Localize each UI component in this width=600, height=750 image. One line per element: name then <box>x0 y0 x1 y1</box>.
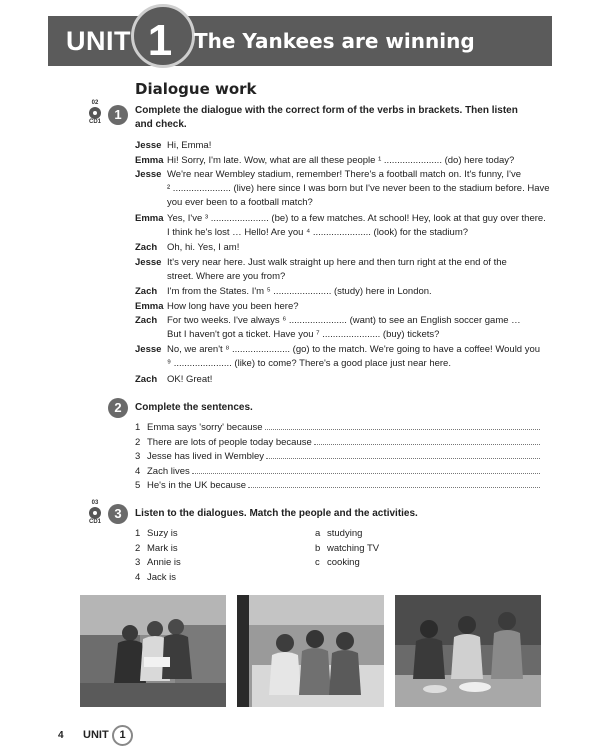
dialogue-line: Hi, Emma! <box>167 140 212 151</box>
match-person[interactable] <box>135 543 178 554</box>
speaker-name: Zach <box>135 242 158 254</box>
sentence-number: 1 <box>135 422 141 433</box>
match-person[interactable] <box>135 557 181 568</box>
match-person[interactable] <box>135 528 178 539</box>
match-activity-text: studying <box>327 528 363 539</box>
match-number: 3 <box>135 557 141 568</box>
exercise-instruction: Listen to the dialogues. Match the people and the activities. <box>135 508 418 519</box>
sentence-item <box>135 422 540 433</box>
exercise-instruction: Complete the dialogue with the correct form of the verbs in brackets. Then listen and check. <box>135 105 518 130</box>
speaker-name: Jesse <box>135 140 162 151</box>
speaker-name: Zach <box>135 315 158 327</box>
dialogue-line: No, we aren't ⁸ ...................... (go) to the match. We're going to have a coffee! Would you <box>167 344 541 356</box>
match-person-text: Suzy is <box>147 528 178 539</box>
sentence-item <box>135 451 540 462</box>
section-title: Dialogue work <box>135 80 257 98</box>
match-number: 1 <box>135 528 141 539</box>
dialogue-line: ⁹ ...................... (like) to come? There's a good place just near here. <box>167 358 451 370</box>
sentence-item <box>135 480 540 491</box>
exercise-number-badge: 1 <box>108 105 128 125</box>
dialogue-line: But I haven't got a ticket. Have you ⁷ ...................... (buy) tickets? <box>167 329 440 341</box>
photo-friends-watching-tv <box>237 595 384 707</box>
photo-friends-studying <box>80 595 226 707</box>
match-activity-text: cooking <box>327 557 360 568</box>
match-number: 4 <box>135 571 141 583</box>
match-activity-text: watching TV <box>327 542 380 554</box>
dialogue-line: It's very near here. Just walk straight up here and then turn right at the end of the <box>167 256 507 268</box>
sentence-text: Emma says 'sorry' because <box>147 422 263 433</box>
footer-unit-label: UNIT <box>83 729 109 741</box>
sentence-text: There are lots of people today because <box>147 436 312 448</box>
cd-label: CD1 <box>88 519 101 525</box>
match-number: 2 <box>135 542 141 554</box>
dialogue-line: Hi! Sorry, I'm late. Wow, what are all these people ¹ ...................... (do) here today? <box>167 154 515 166</box>
match-activity[interactable] <box>315 557 360 568</box>
sentence-text: He's in the UK because <box>147 480 246 491</box>
answer-line[interactable] <box>314 437 540 445</box>
dialogue-line: For two weeks. I've always ⁶ ...................... (want) to see an English soccer game … <box>167 315 521 327</box>
unit-number: 1 <box>147 16 173 65</box>
sentence-number: 4 <box>135 465 141 477</box>
dialogue-line: you ever been to a football match? <box>167 197 313 209</box>
match-person[interactable] <box>135 572 176 583</box>
match-letter: b <box>315 542 321 554</box>
match-person-text: Jack is <box>147 571 177 583</box>
sentence-number: 2 <box>135 436 141 448</box>
unit-title: The Yankees are winning <box>194 29 475 53</box>
dialogue-line: I'm from the States. I'm ⁵ ...................... (study) here in London. <box>167 286 432 297</box>
speaker-name: Jesse <box>135 344 162 356</box>
dialogue-line: How long have you been here? <box>167 300 299 312</box>
exercise-number-badge: 2 <box>108 398 128 418</box>
speaker-name: Jesse <box>135 169 162 181</box>
speaker-name: Emma <box>135 300 164 312</box>
answer-line[interactable] <box>266 451 540 459</box>
page-number: 4 <box>58 730 64 741</box>
sentence-item <box>135 437 540 448</box>
match-letter: a <box>315 528 321 539</box>
match-letter: c <box>315 557 320 568</box>
dialogue-line: I think he's lost … Hello! Are you ⁴ ...................... (look) for the stadium? <box>167 227 469 238</box>
answer-line[interactable] <box>248 480 540 488</box>
sentence-number: 3 <box>135 451 141 462</box>
sentence-text: Zach lives <box>147 465 190 477</box>
cd-label: CD1 <box>88 119 101 125</box>
exercise-number-badge: 3 <box>108 504 128 524</box>
match-activity[interactable] <box>315 543 379 554</box>
dialogue-line: ² ...................... (live) here since I was born but I've never been to the stadium before. Have <box>167 183 550 195</box>
match-person-text: Annie is <box>147 557 181 568</box>
answer-line[interactable] <box>192 466 540 474</box>
dialogue-line: Yes, I've ³ ...................... (be) to a few matches. At school! Hey, look at that guy over there. <box>167 213 546 224</box>
dialogue-line: Oh, hi. Yes, I am! <box>167 242 240 254</box>
speaker-name: Emma <box>135 154 164 166</box>
cd-audio-icon[interactable] <box>84 100 106 126</box>
speaker-name: Jesse <box>135 256 162 268</box>
cd-audio-icon[interactable] <box>84 500 106 526</box>
speaker-name: Zach <box>135 373 158 385</box>
exercise-instruction: Complete the sentences. <box>135 402 253 413</box>
match-activity[interactable] <box>315 528 362 539</box>
footer-unit-number: 1 <box>112 725 133 746</box>
sentence-item <box>135 466 540 477</box>
dialogue-line: street. Where are you from? <box>167 270 286 282</box>
cd-track-number: 03 <box>91 500 99 506</box>
sentence-text: Jesse has lived in Wembley <box>147 451 265 462</box>
speaker-name: Emma <box>135 213 164 224</box>
match-person-text: Mark is <box>147 542 178 554</box>
sentence-number: 5 <box>135 480 141 491</box>
cd-track-number: 02 <box>91 100 99 106</box>
speaker-name: Zach <box>135 286 158 297</box>
dialogue-line: We're near Wembley stadium, remember! There's a football match on. It's funny, I've <box>167 169 521 181</box>
unit-label: UNIT <box>66 26 131 56</box>
photo-friends-cooking <box>395 595 541 707</box>
dialogue-line: OK! Great! <box>167 373 213 385</box>
answer-line[interactable] <box>265 422 540 430</box>
